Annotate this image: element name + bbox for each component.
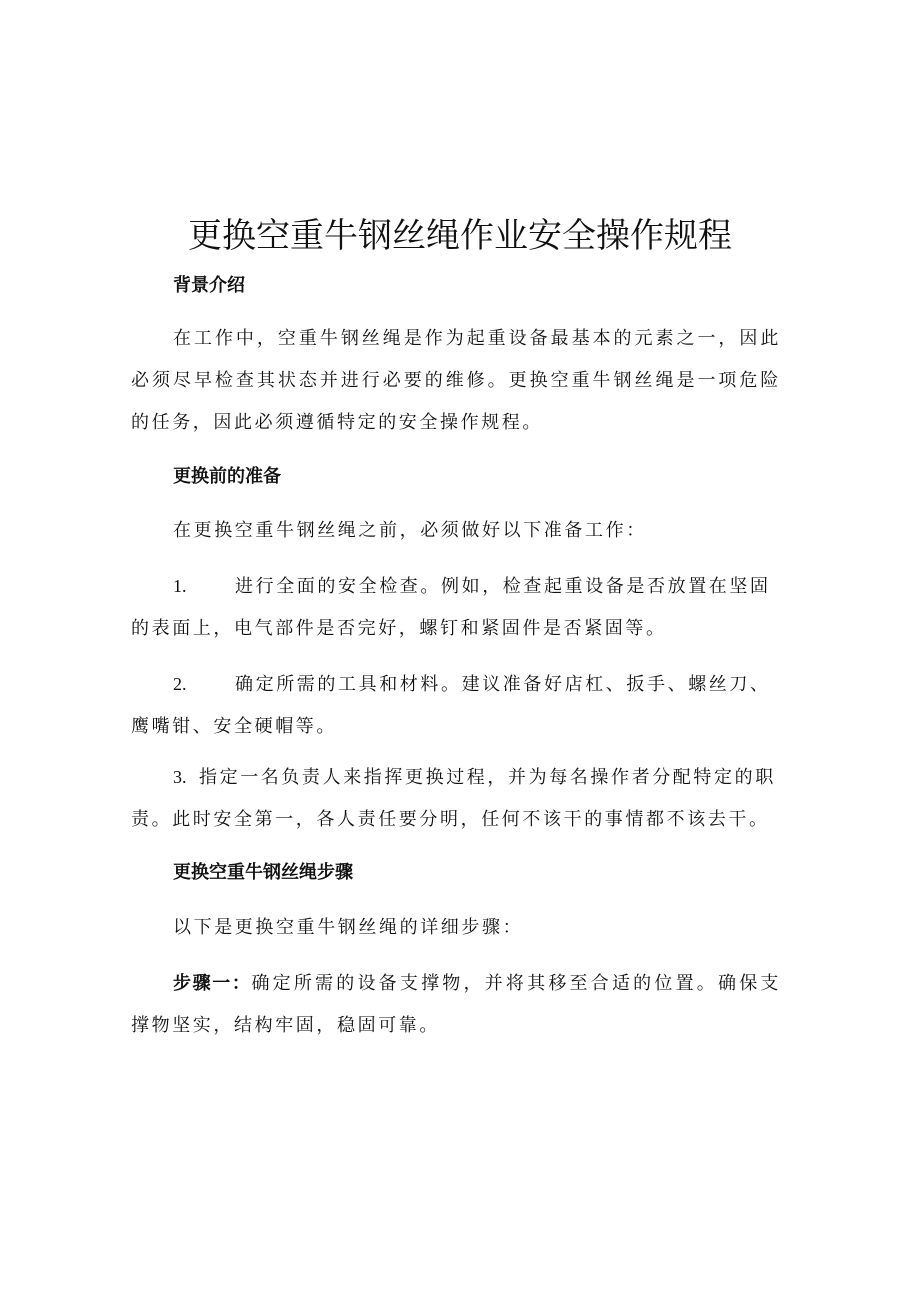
list-item-text: 进行全面的安全检查。例如，检查起重设备是否放置在坚固的表面上，电气部件是否完好，螺钉和紧固件是否紧固等。	[131, 576, 771, 639]
list-item-text: 确定所需的工具和材料。建议准备好店杠、扳手、螺丝刀、鹰嘴钳、安全硬帽等。	[131, 674, 771, 737]
step-one-label: 步骤一：	[173, 973, 252, 994]
heading-background: 背景介绍	[173, 275, 245, 296]
list-item-number: 1.	[173, 576, 187, 596]
paragraph-background: 在工作中，空重牛钢丝绳是作为起重设备最基本的元素之一，因此必须尽早检查其状态并进行必要的维修。更换空重牛钢丝绳是一项危险的任务，因此必须遵循特定的安全操作规程。	[131, 328, 781, 433]
step-one-text: 确定所需的设备支撑物，并将其移至合适的位置。确保支撑物坚实，结构牢固，稳固可靠。	[131, 973, 782, 1036]
list-item	[131, 663, 781, 748]
step-one-paragraph	[131, 963, 781, 1047]
preparation-intro: 在更换空重牛钢丝绳之前，必须做好以下准备工作：	[173, 520, 647, 541]
list-item-text: 指定一名负责人来指挥更换过程，并为每名操作者分配特定的职责。此时安全第一，各人责任要分明，任何不该干的事情都不该去干。	[131, 767, 776, 830]
list-item	[131, 756, 781, 841]
steps-intro: 以下是更换空重牛钢丝绳的详细步骤：	[173, 917, 524, 938]
list-item-number: 3.	[173, 767, 187, 787]
list-item	[131, 565, 781, 650]
heading-steps: 更换空重牛钢丝绳步骤	[173, 862, 353, 883]
heading-preparation: 更换前的准备	[173, 466, 281, 487]
list-item-number: 2.	[173, 674, 187, 694]
document-title: 更换空重牛钢丝绳作业安全操作规程	[188, 216, 732, 256]
